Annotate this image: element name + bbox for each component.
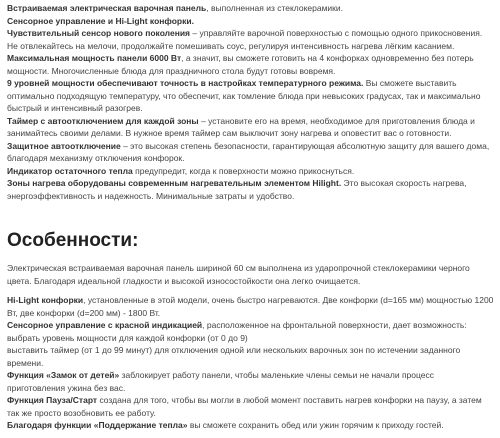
features-heading: Особенности: — [7, 230, 139, 251]
feature-item-hilight-burners — [7, 294, 494, 319]
paragraph-text: – установите его на время, необходимое для приготовления блюда и занимайтесь своими делами. В нужное время таймер сам выключит зону нагрева и оповестит вас о готовности. — [7, 115, 475, 138]
paragraph-lead: Сенсорное управление и Hi-Light конфорки. — [7, 15, 194, 26]
paragraph-lead: Таймер с автоотключением для каждой зоны — [7, 115, 199, 126]
feature-text: , установленные в этой модели, очень быстро нагреваются. Две конфорки (d=165 мм) мощностью 1200 Вт, две конфорки (d=200 мм) - 1800 Вт. — [7, 295, 494, 318]
paragraph-text: Это высокая скорость нагрева, энергоэффективность и надежность. Минимальные затраты и удобство. — [7, 178, 467, 201]
feature-text: заблокирует работу панели, чтобы маленькие члены семьи не начали процесс приготовления ужина без вас. — [7, 370, 435, 393]
feature-lead: Сенсорное управление с красной индикацией — [7, 320, 203, 330]
feature-item-power-level — [7, 332, 494, 345]
features-intro — [7, 262, 494, 287]
paragraph-lead: Защитное автоотключение — [7, 140, 121, 151]
description-paragraph-hilight-zones — [7, 177, 494, 202]
feature-item-timer — [7, 344, 494, 369]
description-paragraph-power-levels — [7, 77, 494, 115]
feature-item-keep-warm — [7, 419, 494, 432]
description-paragraph-timer — [7, 115, 494, 140]
features-intro-text: Электрическая встраиваемая варочная панель шириной 60 см выполнена из ударопрочной стеклокерамики черного цвета. Благодаря идеальной гладкости и высокой износостойкости она легко очищается. — [7, 263, 470, 286]
feature-text: вы сможете сохранить обед или ужин горячим к приходу гостей. — [187, 420, 444, 430]
feature-lead: Функция «Замок от детей» — [7, 370, 120, 380]
feature-text: , расположенное на фронтальной поверхности, дает возможность: — [202, 320, 467, 330]
feature-lead: Функция Пауза/Старт — [7, 395, 98, 405]
paragraph-text: предупредит, когда к поверхности можно прикоснуться. — [132, 165, 355, 176]
feature-lead: Благодаря функции «Поддержание тепла» — [7, 420, 188, 430]
description-paragraph-touch-control — [7, 15, 494, 28]
feature-item-child-lock — [7, 369, 494, 394]
description-paragraph-built-in-panel — [7, 2, 494, 15]
feature-text: создана для того, чтобы вы могли в любой момент поставить нагрев конфорки на паузу, а затем так же просто возобновить ее работу. — [7, 395, 482, 418]
paragraph-lead: Зоны нагрева оборудованы современным нагревательным элементом Hilight. — [7, 178, 342, 188]
paragraph-text: , выполненная из стеклокерамики. — [206, 3, 343, 13]
paragraph-lead: Встраиваемая электрическая варочная панель — [7, 3, 207, 13]
description-paragraph-auto-shutoff — [7, 140, 494, 165]
feature-item-touch-control — [7, 319, 494, 332]
paragraph-lead: Чувствительный сенсор нового поколения — [7, 28, 191, 38]
feature-text: выставить таймер (от 1 до 99 минут) для отключения одной или нескольких варочных зон по истечении заданного времени. — [7, 345, 461, 368]
description-paragraph-sensor — [7, 27, 494, 52]
feature-lead: Hi-Light конфорки — [7, 295, 84, 305]
paragraph-text: – управляйте варочной поверхностью с помощью одного прикосновения. Не отвлекайтесь на мелочи, продолжайте помешивать соус, регулируя интенсивность нагрева лёгким касанием. — [7, 28, 483, 51]
paragraph-lead: 9 уровней мощности обеспечивают точность в настройках температурного режима. — [7, 78, 364, 88]
feature-text: выбрать уровень мощности для каждой конфорки (от 0 до 9) — [7, 332, 248, 343]
description-paragraph-residual-heat — [7, 165, 494, 178]
features-list — [7, 294, 494, 432]
paragraph-lead: Индикатор остаточного тепла — [7, 165, 133, 176]
paragraph-lead: Максимальная мощность панели 6000 Вт — [7, 53, 182, 63]
feature-item-pause-start — [7, 394, 494, 419]
description-paragraph-max-power — [7, 52, 494, 77]
product-description — [7, 2, 494, 202]
paragraph-text: , а значит, вы сможете готовить на 4 конфорках одновременно без потерь мощности. Многочисленные блюда для праздничного стола будут готовы вовремя. — [7, 53, 474, 76]
paragraph-text: – это высокая степень безопасности, гарантирующая абсолютную защиту для вашего дома, благодаря механизму отключения конфорок. — [7, 140, 490, 163]
paragraph-text: Вы сможете выставить оптимально подходящую температуру, что обеспечит, как томление блюда при невысоких градусах, так и максимально быстрый и интенсивный разогрев. — [7, 78, 481, 113]
